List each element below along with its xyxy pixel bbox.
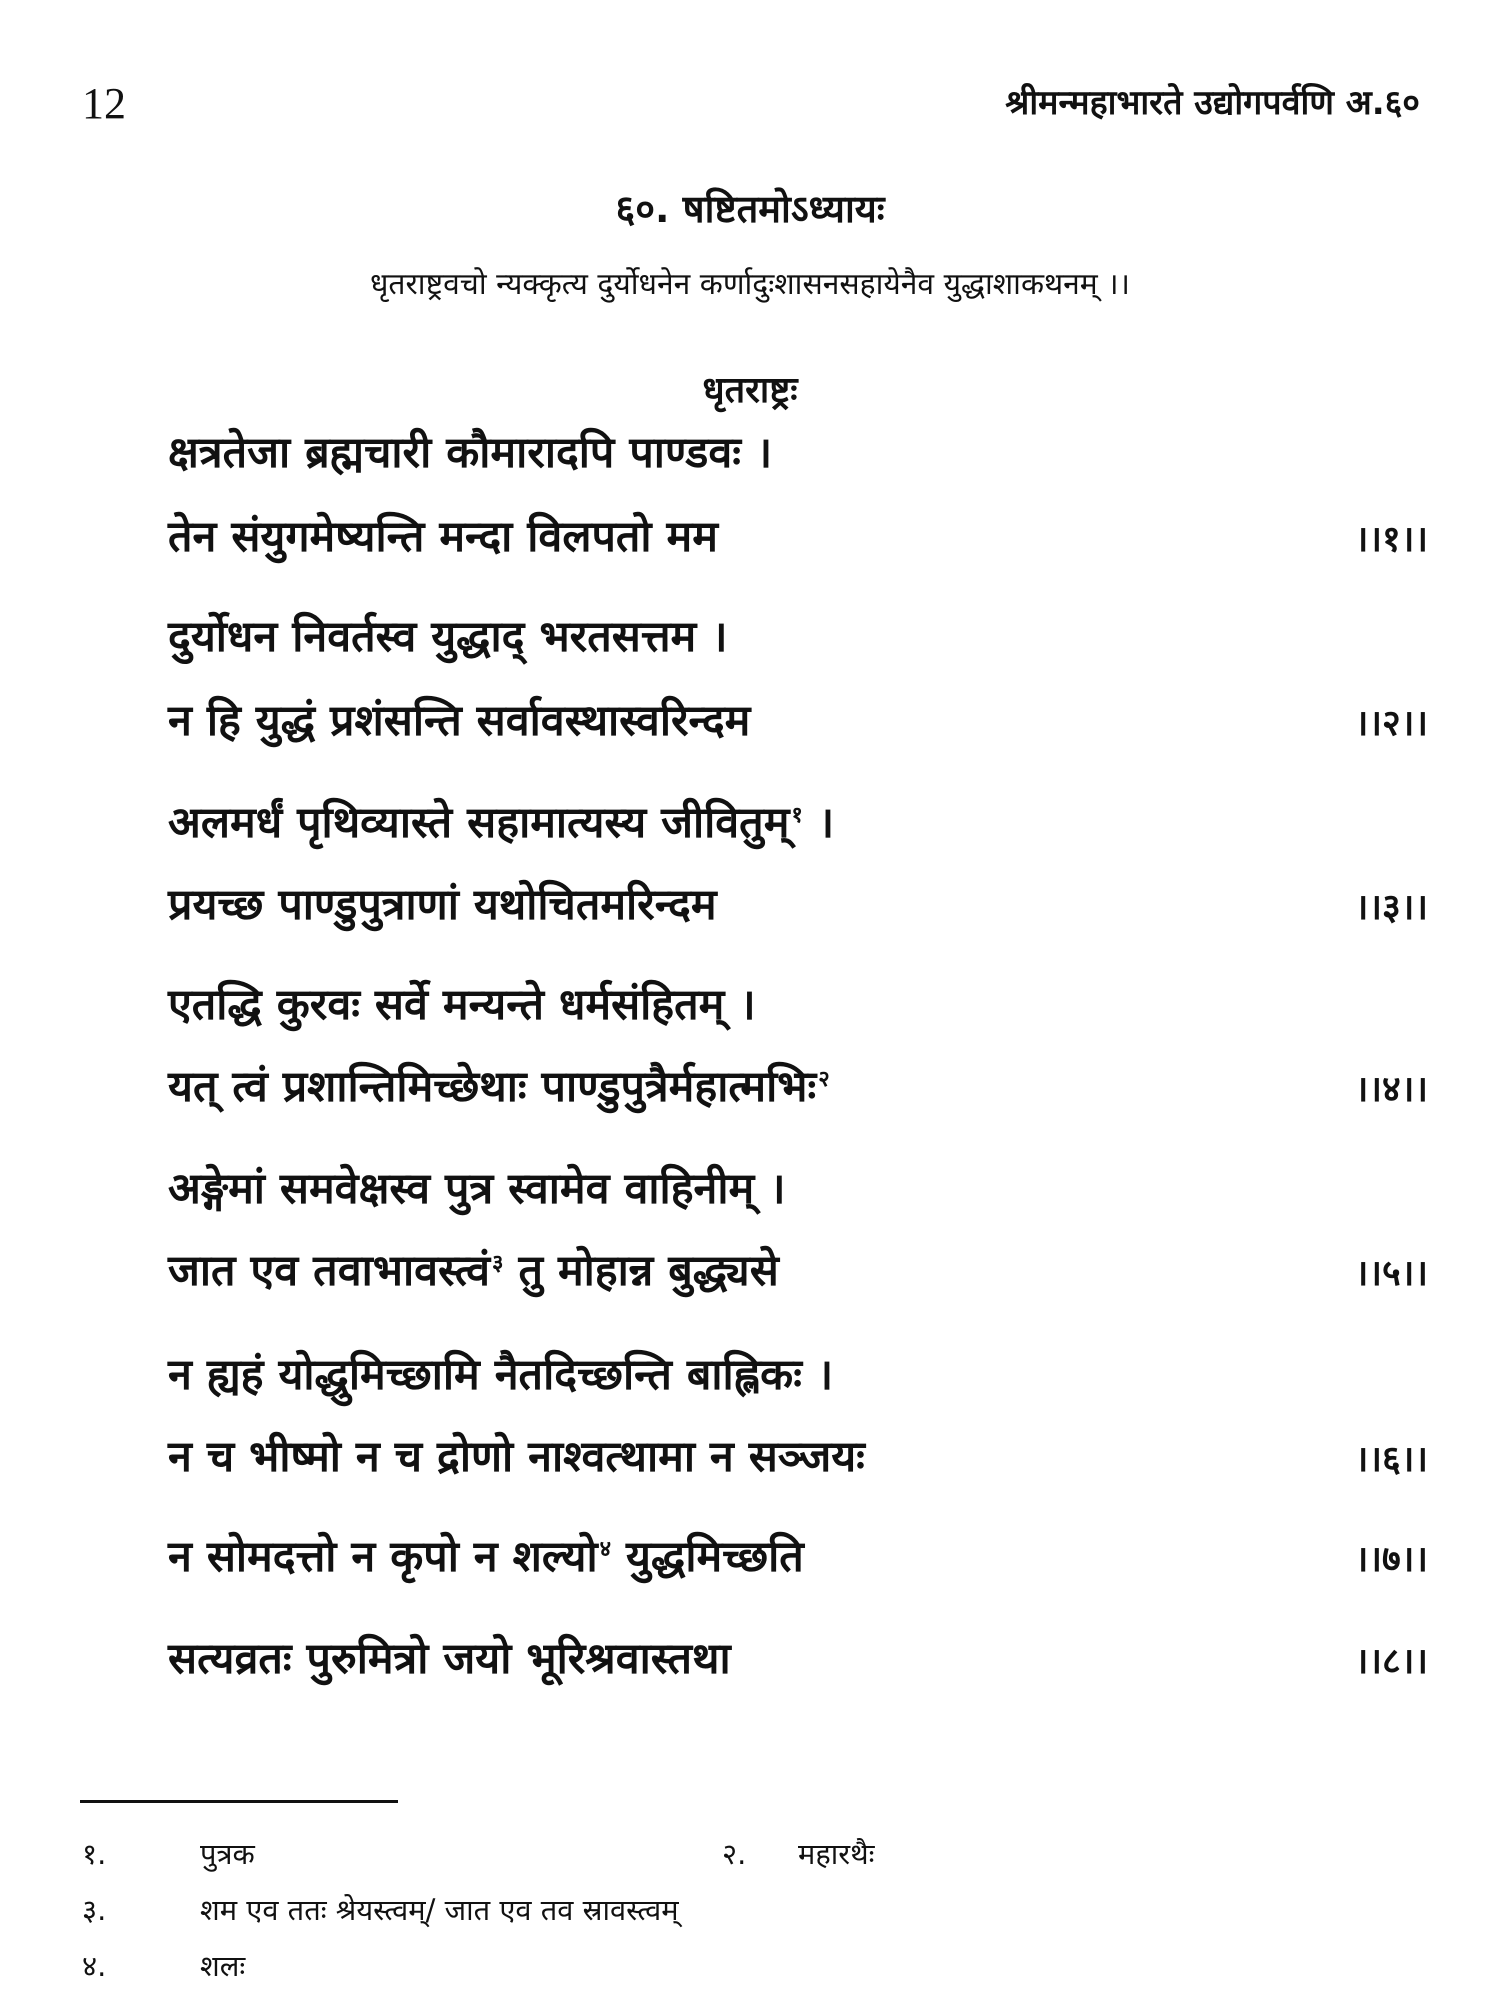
verse-8-number: ।।८।। xyxy=(1354,1641,1428,1682)
speaker-label: धृतराष्ट्रः xyxy=(702,370,798,411)
footnote-marker-4: ४ xyxy=(599,1536,612,1562)
verse-7-number: ।।७।। xyxy=(1354,1539,1428,1580)
footnote-divider xyxy=(80,1800,398,1803)
verse-1-line-b: तेन संयुगमेष्यन्ति मन्दा विलपतो मम xyxy=(168,512,718,562)
verse-4-line-a: एतद्धि कुरवः सर्वे मन्यन्ते धर्मसंहितम् । xyxy=(168,980,756,1030)
verse-1-number: ।।१।। xyxy=(1354,519,1428,560)
verse-8-line: सत्यव्रतः पुरुमित्रो जयो भूरिश्रवास्तथा xyxy=(168,1634,731,1684)
footnote-4-number: ४. xyxy=(82,1949,107,1983)
verse-3-line-a xyxy=(168,798,834,850)
verse-6-number: ।।६।। xyxy=(1354,1439,1428,1480)
verse-3-line-b: प्रयच्छ पाण्डुपुत्राणां यथोचितमरिन्दम xyxy=(168,880,717,930)
verse-5-line-b-rest: तु मोहान्न बुद्ध्यसे xyxy=(503,1246,779,1296)
verse-3-line-a-text: अलमर्धं पृथिव्यास्ते सहामात्यस्य जीवितुम् xyxy=(168,798,790,848)
verse-2-number: ।।२।। xyxy=(1354,703,1428,744)
verse-7-line-text: न सोमदत्तो न कृपो न शल्यो xyxy=(168,1532,598,1582)
verse-6-line-a: न ह्यहं योद्धुमिच्छामि नैतदिच्छन्ति बाह्लिकः । xyxy=(168,1350,834,1400)
chapter-summary: धृतराष्ट्रवचो न्यक्कृत्य दुर्योधनेन कर्णादुःशासनसहायेनैव युद्धाशाकथनम् ।। xyxy=(369,267,1131,302)
verse-7-line-rest: युद्धमिच्छति xyxy=(611,1532,804,1582)
footnote-marker-3: ३ xyxy=(492,1250,504,1276)
footnote-3-text: शम एव ततः श्रेयस्त्वम्/ जात एव तव स्रावस्त्वम् xyxy=(200,1893,679,1927)
page-number: 12 xyxy=(82,79,126,128)
verse-2-line-b: न हि युद्धं प्रशंसन्ति सर्वावस्थास्वरिन्दम xyxy=(168,696,751,746)
verse-6-line-b: न च भीष्मो न च द्रोणो नाश्वत्थामा न सञ्जयः xyxy=(168,1432,865,1482)
verse-2-line-a: दुर्योधन निवर्तस्व युद्धाद् भरतसत्तम । xyxy=(168,612,728,662)
footnote-3-number: ३. xyxy=(82,1893,107,1927)
footnote-1-number: १. xyxy=(82,1837,107,1871)
chapter-title: ६०. षष्टितमोऽध्यायः xyxy=(615,187,885,231)
verse-7-line xyxy=(168,1532,804,1584)
verse-5-line-b-text: जात एव तवाभावस्त्वं xyxy=(168,1246,491,1296)
running-header: श्रीमन्महाभारते उद्योगपर्वणि अ.६० xyxy=(1005,83,1420,123)
verse-5-number: ।।५।। xyxy=(1354,1253,1428,1294)
verse-3-number: ।।३।। xyxy=(1354,887,1428,928)
verse-5-line-b xyxy=(168,1246,779,1298)
footnote-1-text: पुत्रक xyxy=(200,1837,255,1871)
footnote-2-number: २. xyxy=(722,1837,747,1871)
verse-5-line-a: अङ्गेमां समवेक्षस्व पुत्र स्वामेव वाहिनीम् । xyxy=(168,1164,786,1214)
footnote-4-text: शलः xyxy=(200,1949,246,1983)
verse-3-line-a-danda: । xyxy=(802,798,835,848)
footnote-marker-2: २ xyxy=(818,1066,830,1092)
verse-4-line-b-text: यत् त्वं प्रशान्तिमिच्छेथाः पाण्डुपुत्रैर्महात्मभिः xyxy=(168,1062,817,1112)
verse-4-line-b xyxy=(168,1062,830,1114)
verse-4-number: ।।४।। xyxy=(1354,1069,1428,1110)
footnote-marker-1: १ xyxy=(791,802,803,828)
footnote-2-text: महारथैः xyxy=(798,1837,875,1871)
verse-1-line-a: क्षत्रतेजा ब्रह्मचारी कौमारादपि पाण्डवः । xyxy=(168,428,773,478)
